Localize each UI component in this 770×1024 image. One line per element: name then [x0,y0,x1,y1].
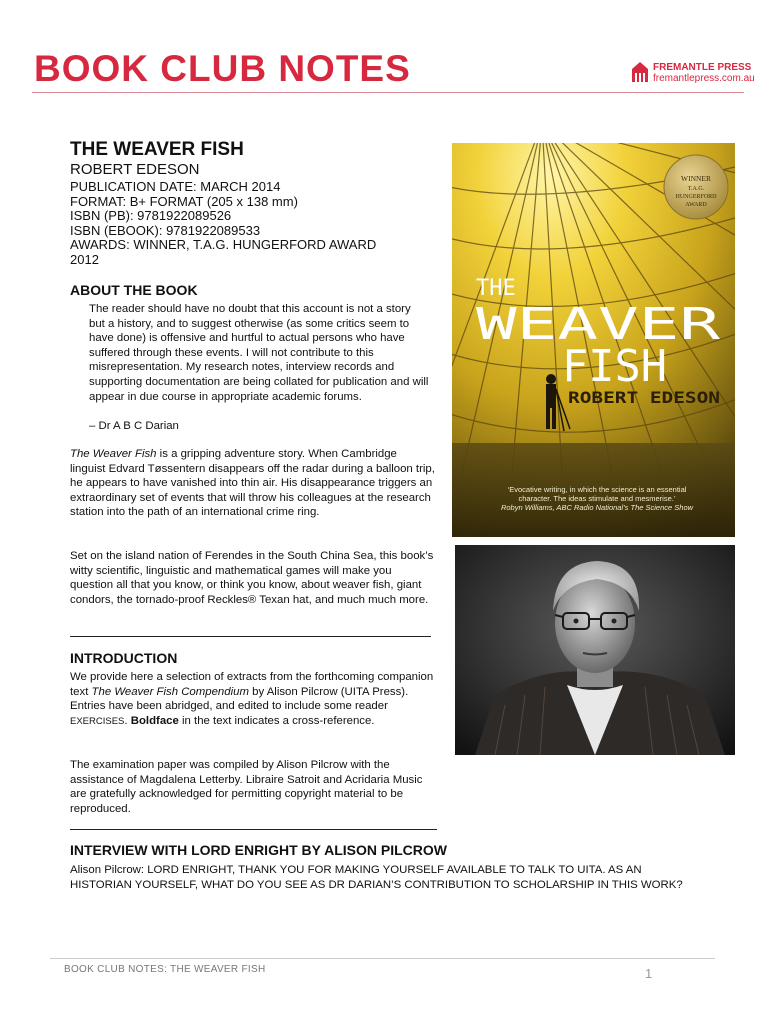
header-divider [32,92,744,93]
cover-title-fish: FISH [562,341,667,392]
compendium-title: The Weaver Fish Compendium [91,685,249,698]
page-heading: BOOK CLUB NOTES [34,48,411,89]
quote-attribution: – Dr A B C Darian [89,420,179,432]
cover-author: ROBERT EDESON [568,388,720,407]
introduction-paragraph-2: The examination paper was compiled by Alison Pilcrow with the assistance of Magdalena Letterby. Libraire Satroit and Acridaria Music are gratefully acknowledged for permitting copyright material to be reproduced. [70,759,423,815]
intro-text-c: . [124,714,131,727]
publication-date: PUBLICATION DATE: MARCH 2014 [70,179,281,194]
isbn-pb: ISBN (PB): 9781922089526 [70,208,232,223]
book-format: FORMAT: B+ FORMAT (205 x 138 mm) [70,194,298,209]
introduction-heading: INTRODUCTION [70,650,178,666]
page-number: 1 [645,966,653,981]
portrait-artwork [455,545,735,755]
introduction-paragraph-1 [70,670,435,729]
publisher-name: FREMANTLE PRESS [653,62,752,73]
publisher-url[interactable]: fremantlepress.com.au [653,73,755,84]
intro-text-d: in the text indicates a cross-reference. [178,714,375,727]
boldface-term: Boldface [130,714,179,727]
section-divider [70,829,437,830]
book-title: THE WEAVER FISH [70,139,244,160]
cover-title-the: THE [476,276,516,301]
intro-text-b: by Alison Pilcrow (UITA Press). Entries have been abridged, and edited to include some reader [70,685,409,713]
about-paragraph-1-text: is a gripping adventure story. When Cambridge linguist Edvard Tøssentern disappears off the radar during a balloon trip, he appears to have vanished into thin air. His disappearance triggers an extraordinary set of events that will throw his colleagues at the research station into the path of an international crime ring. [70,448,435,519]
darian-quote: The reader should have no doubt that this account is not a story but a history, and to suggest otherwise (as some critics seem to have done) is offensive and hurtful to actual persons who have suffered through these events. I will not contribute to this misrepresentation. My research notes, interview records and supporting documentation are being collated for publication and will appear in due course in appropriate academic forums. [89,303,429,403]
about-paragraph-2: Set on the island nation of Ferendes in the South China Sea, this book’s witty scientific, linguistic and mathematical games will make you question all that you know, or think you know, about weaver fish, giant condors, the tornado-proof Reckles® Texan hat, and much much more. [70,550,434,606]
author-portrait-image [455,545,735,755]
badge-line-1: WINNER [681,174,711,183]
intro-text-a: We provide here a selection of extracts from the forthcoming companion text [70,671,434,698]
cover-title-weaver: WEAVER [476,299,721,350]
cover-artwork [452,143,735,537]
section-divider [70,636,431,637]
awards-line: AWARDS: WINNER, T.A.G. HUNGERFORD AWARD [70,237,377,252]
footer-text: BOOK CLUB NOTES: THE WEAVER FISH [64,964,266,975]
exercises-term: EXERCISES [70,715,125,727]
footer-divider [50,958,715,959]
cover-blurb-credit: Robyn Williams, ABC Radio National’s The Science Show [500,503,694,512]
book-title-italic: The Weaver Fish [70,448,157,460]
interview-heading: INTERVIEW WITH LORD ENRIGHT BY ALISON PILCROW [70,842,447,858]
badge-line-4: AWARD [685,202,707,208]
cover-blurb: ‘Evocative writing, in which the science is an essential character. The ideas stimulate and mesmerise.’ [507,485,687,503]
badge-line-3: HUNGERFORD [675,194,717,200]
isbn-ebook: ISBN (EBOOK): 9781922089533 [70,223,261,238]
book-cover-image [452,143,735,537]
badge-line-2: T.A.G. [687,186,705,192]
awards-year: 2012 [70,252,99,267]
book-author: ROBERT EDESON [70,161,200,178]
about-heading: ABOUT THE BOOK [70,282,198,298]
fremantle-press-logo-icon [631,61,649,83]
interview-paragraph: Alison Pilcrow: LORD ENRIGHT, THANK YOU FOR MAKING YOURSELF AVAILABLE TO TALK TO UITA. AS AN HISTORIAN YOURSELF, WHAT DO YOU SEE AS DR DARIAN’S CONTRIBUTION TO SCHOLARSHIP IN THIS WORK? [70,864,683,891]
about-paragraph-1 [70,447,435,520]
